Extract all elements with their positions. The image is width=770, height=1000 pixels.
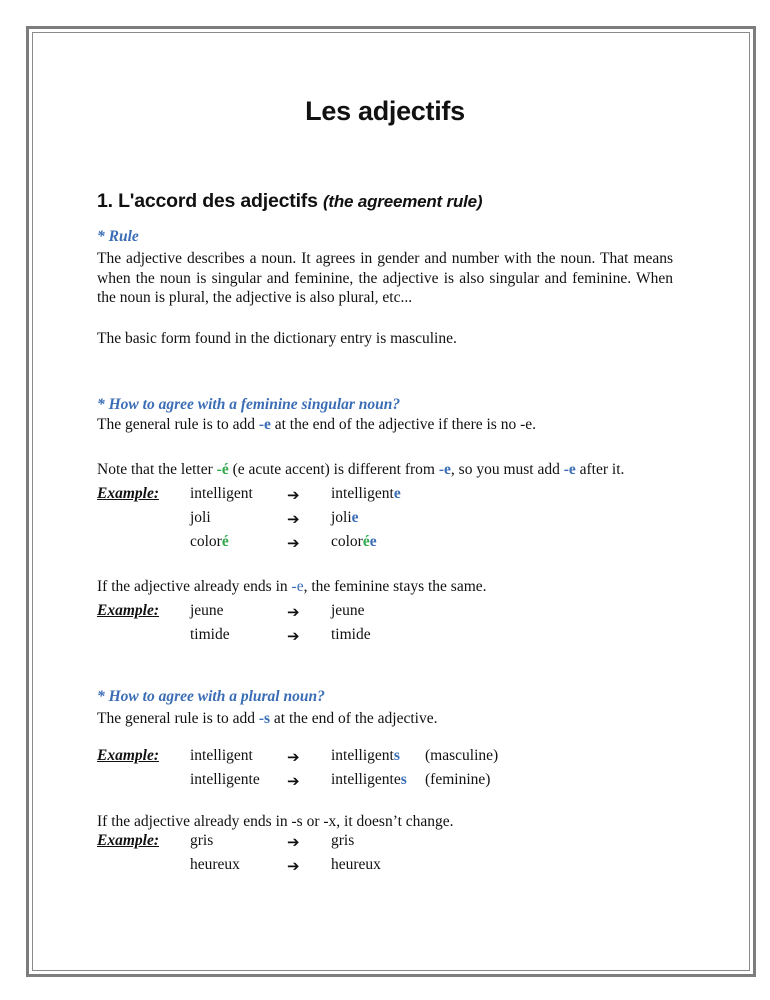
text: intelligent [331,485,394,502]
arrow-icon: ➔ [287,833,300,851]
arrow-icon: ➔ [287,486,300,504]
example-to [331,771,407,789]
example-from: intelligent [190,747,253,764]
feminine-rule [97,416,536,434]
example-to: jeune [331,602,365,619]
example-note: (masculine) [425,747,499,764]
example-from: gris [190,832,214,849]
example-to [331,747,400,765]
arrow-icon: ➔ [287,748,300,766]
arrow-icon: ➔ [287,857,300,875]
ending-e: -e [291,578,304,595]
example-label: Example: [97,832,159,849]
ending-e-acute: -é [216,461,229,478]
rule-paragraph: The adjective describes a noun. It agrees in gender and number with the noun. That means when the noun is singular and feminine, the adjective is also singular and feminine. When the noun is plural, the adjective is also plural, etc... [97,250,673,306]
example-from: intelligente [190,771,260,788]
text: , the feminine stays the same. [303,578,487,595]
text: Note that the letter [97,461,217,478]
example-label: Example: [97,602,159,619]
example-from [190,533,229,551]
arrow-icon: ➔ [287,534,300,552]
rule-note: The basic form found in the dictionary entry is masculine. [97,330,457,347]
section-heading [97,190,482,213]
ending: s [393,747,400,764]
text: after it. [575,461,625,478]
example-label: Example: [97,485,159,502]
text: color [331,533,363,550]
ending-e: -e [438,461,451,478]
example-to [331,509,359,527]
text: If the adjective already ends in [97,578,292,595]
text: The general rule is to add [97,710,259,727]
example-from: jeune [190,602,224,619]
ending: e [393,485,401,502]
text: intelligente [331,771,401,788]
example-to [331,533,377,551]
arrow-icon: ➔ [287,510,300,528]
ending-e: -e [563,461,576,478]
example-to [331,485,401,503]
example-from: joli [190,509,211,526]
feminine-already-rule [97,578,487,596]
arrow-icon: ➔ [287,772,300,790]
text: at the end of the adjective if there is no -e. [270,416,536,433]
example-to: gris [331,832,355,849]
arrow-icon: ➔ [287,603,300,621]
page-title: Les adjectifs [305,96,465,126]
section-heading-subtitle: (the agreement rule) [322,192,483,211]
ending: e [369,533,377,550]
feminine-note [97,461,624,479]
plural-heading: * How to agree with a plural noun? [97,688,325,705]
section-heading-main: 1. L'accord des adjectifs [97,190,318,212]
example-to: heureux [331,856,381,873]
rule-heading: * Rule [97,228,139,245]
example-note: (feminine) [425,771,491,788]
text: The general rule is to add [97,416,259,433]
text: intelligent [331,747,394,764]
text: , so you must add [450,461,564,478]
example-label: Example: [97,747,159,764]
text: color [190,533,222,550]
example-from: timide [190,626,230,643]
ending-s: -s [258,710,271,727]
example-from: intelligent [190,485,253,502]
ending-e: -e [258,416,271,433]
plural-rule [97,710,437,728]
text: (e acute accent) is different from [228,461,439,478]
feminine-heading: * How to agree with a feminine singular noun? [97,396,401,413]
ending-e-acute: é [221,533,229,550]
plural-already-rule: If the adjective already ends in -s or -x, it doesn’t change. [97,813,454,830]
ending: s [400,771,407,788]
text: at the end of the adjective. [270,710,438,727]
ending-e-acute: é [362,533,370,550]
text: joli [331,509,352,526]
arrow-icon: ➔ [287,627,300,645]
example-to: timide [331,626,371,643]
ending: e [351,509,359,526]
example-from: heureux [190,856,240,873]
